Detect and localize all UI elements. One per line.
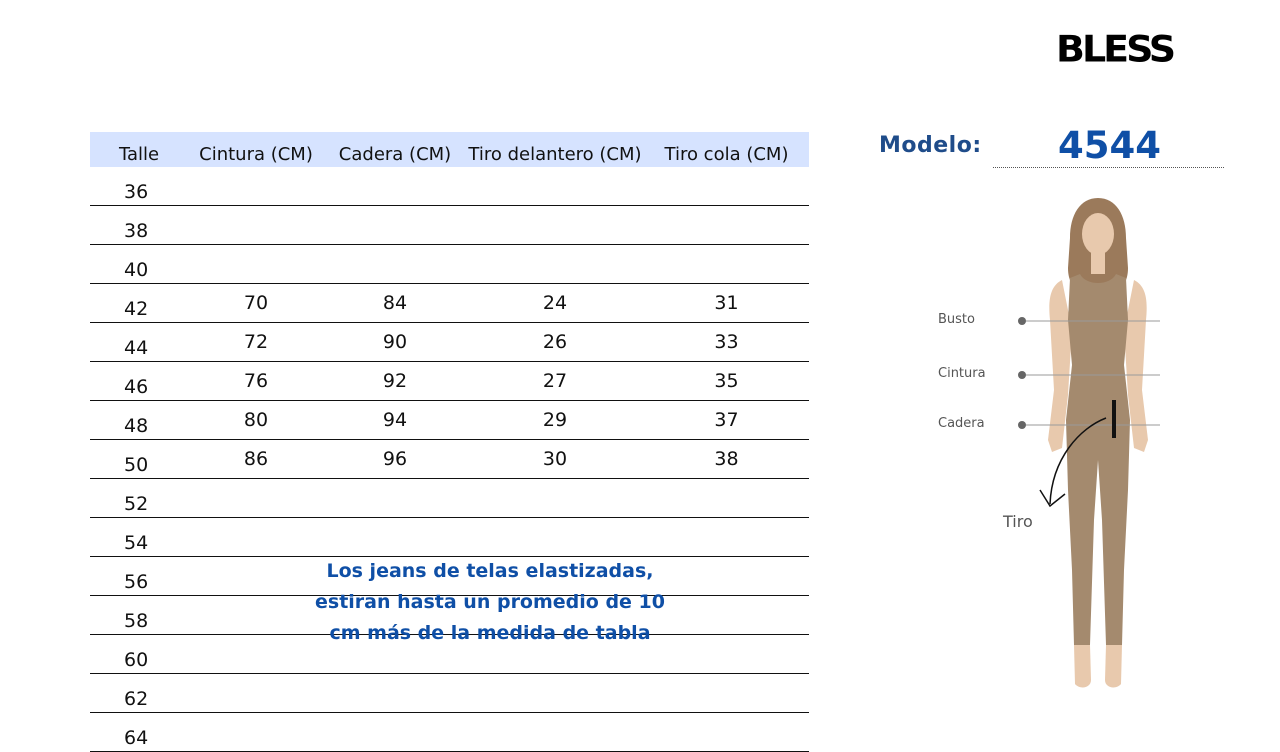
note-line: estiran hasta un promedio de 10 — [315, 591, 665, 613]
tiro-delantero-cell — [466, 674, 644, 713]
size-cell: 40 — [90, 245, 188, 284]
size-cell: 54 — [90, 518, 188, 557]
table-row — [90, 206, 809, 245]
cadera-cell: 96 — [324, 440, 466, 479]
cintura-marker — [1018, 371, 1026, 379]
cintura-cell — [188, 518, 324, 557]
tiro-cola-cell: 33 — [644, 323, 809, 362]
cadera-cell: 92 — [324, 362, 466, 401]
tiro-arrowhead — [1040, 490, 1065, 506]
modelo-underline — [993, 167, 1224, 168]
body-illustration — [930, 190, 1230, 700]
cintura-cell — [188, 245, 324, 284]
table-row — [90, 440, 809, 479]
size-cell: 52 — [90, 479, 188, 518]
table-row — [90, 518, 809, 557]
table-header-row — [90, 132, 809, 167]
size-cell: 36 — [90, 167, 188, 206]
bodysuit — [1066, 274, 1130, 645]
face — [1082, 213, 1114, 255]
tiro-delantero-cell: 30 — [466, 440, 644, 479]
brand-logo: BLESS — [1056, 28, 1174, 70]
stretch-note — [250, 556, 730, 649]
size-cell: 58 — [90, 596, 188, 635]
cintura-cell — [188, 713, 324, 752]
left-foot — [1074, 645, 1091, 687]
right-foot — [1105, 645, 1122, 687]
tiro-cola-cell — [644, 245, 809, 284]
header-talle: Talle — [90, 132, 188, 167]
cadera-marker — [1018, 421, 1026, 429]
tiro-cola-cell — [644, 518, 809, 557]
size-cell: 62 — [90, 674, 188, 713]
cintura-cell — [188, 206, 324, 245]
tiro-delantero-cell: 29 — [466, 401, 644, 440]
tiro-delantero-cell — [466, 713, 644, 752]
size-cell: 38 — [90, 206, 188, 245]
table-row — [90, 362, 809, 401]
label-tiro: Tiro — [1003, 512, 1033, 531]
measurement-figure — [930, 190, 1230, 700]
tiro-delantero-cell: 24 — [466, 284, 644, 323]
neck — [1091, 252, 1105, 274]
size-cell: 50 — [90, 440, 188, 479]
cadera-cell — [324, 167, 466, 206]
size-cell: 46 — [90, 362, 188, 401]
cadera-cell — [324, 245, 466, 284]
header-cintura: Cintura (CM) — [188, 132, 324, 167]
size-cell: 56 — [90, 557, 188, 596]
label-cadera: Cadera — [938, 416, 985, 431]
size-cell: 60 — [90, 635, 188, 674]
cadera-cell — [324, 674, 466, 713]
size-cell: 64 — [90, 713, 188, 752]
cintura-cell — [188, 674, 324, 713]
tiro-cola-cell: 35 — [644, 362, 809, 401]
label-cintura: Cintura — [938, 366, 986, 381]
tiro-cola-cell: 37 — [644, 401, 809, 440]
header-tiro-delantero: Tiro delantero (CM) — [466, 132, 644, 167]
table-body — [90, 167, 809, 752]
size-chart — [90, 132, 809, 752]
note-line: Los jeans de telas elastizadas, — [326, 560, 654, 582]
table-row — [90, 479, 809, 518]
tiro-delantero-cell: 27 — [466, 362, 644, 401]
tiro-delantero-cell: 26 — [466, 323, 644, 362]
tiro-delantero-cell — [466, 206, 644, 245]
tiro-cola-cell — [644, 713, 809, 752]
cadera-cell — [324, 518, 466, 557]
cintura-cell: 70 — [188, 284, 324, 323]
cadera-cell — [324, 479, 466, 518]
cintura-cell — [188, 167, 324, 206]
tiro-cola-cell — [644, 479, 809, 518]
table-row — [90, 401, 809, 440]
table-row — [90, 323, 809, 362]
cintura-cell — [188, 479, 324, 518]
cadera-cell: 90 — [324, 323, 466, 362]
modelo-label: Modelo: — [879, 133, 982, 158]
busto-marker — [1018, 317, 1026, 325]
size-table — [90, 132, 809, 752]
cadera-cell — [324, 713, 466, 752]
modelo-value: 4544 — [1058, 124, 1161, 167]
tiro-delantero-cell — [466, 167, 644, 206]
cintura-cell: 76 — [188, 362, 324, 401]
cintura-cell: 80 — [188, 401, 324, 440]
cadera-cell: 84 — [324, 284, 466, 323]
cintura-cell: 72 — [188, 323, 324, 362]
size-cell: 48 — [90, 401, 188, 440]
cintura-cell: 86 — [188, 440, 324, 479]
table-row — [90, 245, 809, 284]
tiro-cola-cell — [644, 674, 809, 713]
cadera-cell: 94 — [324, 401, 466, 440]
header-cadera: Cadera (CM) — [324, 132, 466, 167]
table-row — [90, 713, 809, 752]
tiro-cola-cell: 38 — [644, 440, 809, 479]
cadera-cell — [324, 206, 466, 245]
size-cell: 44 — [90, 323, 188, 362]
size-cell: 42 — [90, 284, 188, 323]
tiro-delantero-cell — [466, 518, 644, 557]
label-busto: Busto — [938, 312, 975, 327]
table-row — [90, 674, 809, 713]
tiro-cola-cell: 31 — [644, 284, 809, 323]
tiro-cola-cell — [644, 167, 809, 206]
header-tiro-cola: Tiro cola (CM) — [644, 132, 809, 167]
tiro-delantero-cell — [466, 479, 644, 518]
table-row — [90, 284, 809, 323]
table-row — [90, 167, 809, 206]
tiro-cola-cell — [644, 206, 809, 245]
note-line: cm más de la medida de tabla — [329, 622, 651, 644]
tiro-delantero-cell — [466, 245, 644, 284]
